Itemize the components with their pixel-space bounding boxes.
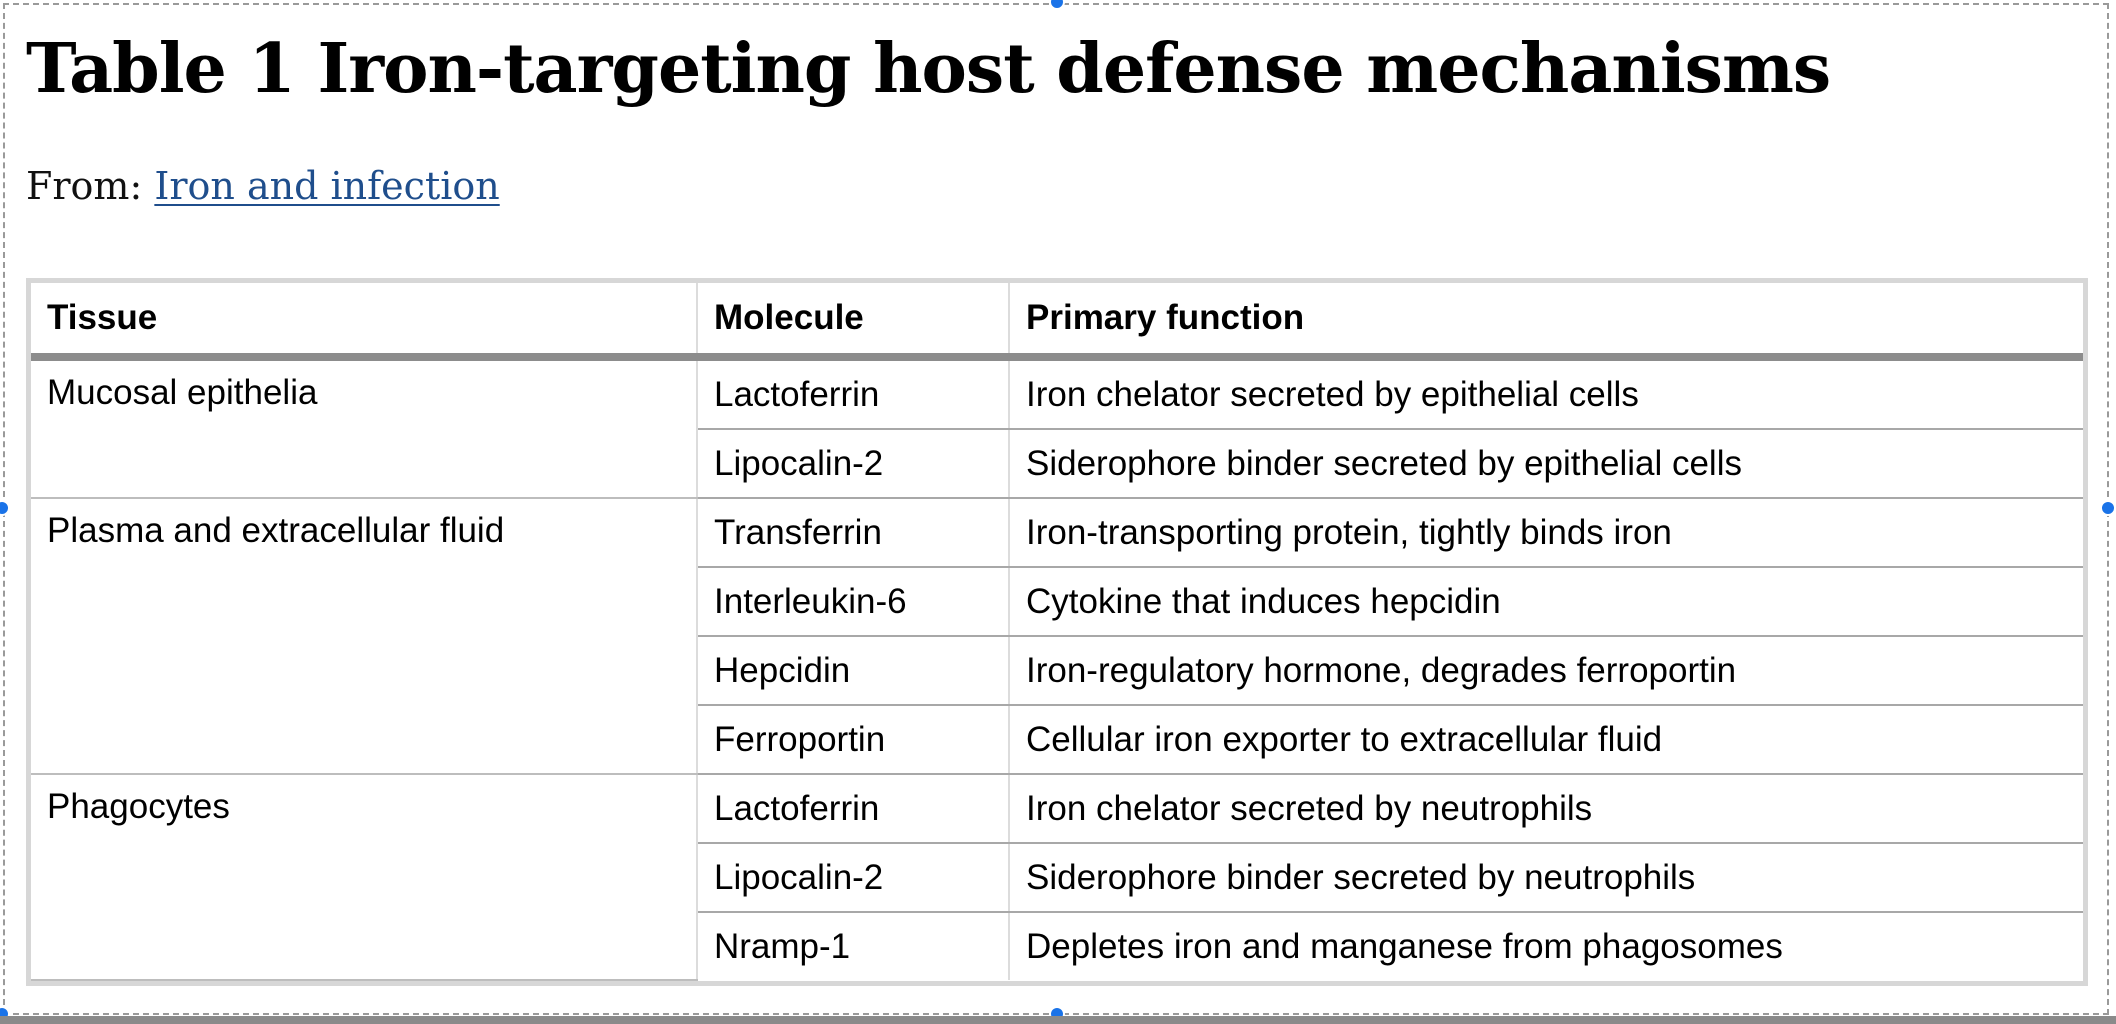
molecule-cell: Lactoferrin [697,774,1009,843]
source-line [26,160,500,212]
tissue-cell: Plasma and extracellular fluid [31,498,697,774]
function-cell: Siderophore binder secreted by neutrophils [1009,843,2083,912]
table-row [31,357,2083,429]
molecule-cell: Interleukin-6 [697,567,1009,636]
molecule-cell: Nramp-1 [697,912,1009,980]
header-molecule: Molecule [697,283,1009,357]
table-title: Table 1 Iron-targeting host defense mechanisms [26,29,1831,109]
function-cell: Siderophore binder secreted by epithelial cells [1009,429,2083,498]
molecule-cell: Hepcidin [697,636,1009,705]
function-cell: Iron chelator secreted by neutrophils [1009,774,2083,843]
resize-handle-top-center[interactable] [1049,0,1065,10]
header-primary-function: Primary function [1009,283,2083,357]
source-article-link[interactable]: Iron and infection [154,164,500,208]
function-cell: Iron-transporting protein, tightly binds iron [1009,498,2083,567]
resize-handle-middle-left[interactable] [0,500,10,516]
molecule-cell: Lipocalin-2 [697,843,1009,912]
function-cell: Depletes iron and manganese from phagosomes [1026,926,1783,966]
function-cell: Iron-regulatory hormone, degrades ferroportin [1009,636,2083,705]
table-header [31,283,2083,357]
function-cell: Cytokine that induces hepcidin [1009,567,2083,636]
tissue-cell: Mucosal epithelia [31,357,697,498]
molecule-cell: Transferrin [697,498,1009,567]
table-row [31,774,2083,843]
tissue-cell: Phagocytes [31,774,697,980]
header-row [31,283,2083,357]
defense-mechanisms-table [31,283,2083,981]
resize-handle-middle-right[interactable] [2100,500,2116,516]
bottom-divider [0,1016,2116,1024]
molecule-cell: Lipocalin-2 [697,429,1009,498]
molecule-cell: Lactoferrin [697,357,1009,429]
table-container [26,278,2088,986]
header-tissue: Tissue [31,283,697,357]
function-cell: Cellular iron exporter to extracellular fluid [1009,705,2083,774]
molecule-cell: Ferroportin [697,705,1009,774]
source-prefix: From: [26,164,143,208]
table-row [31,498,2083,567]
table-body [31,357,2083,980]
function-cell: Iron chelator secreted by epithelial cells [1009,357,2083,429]
